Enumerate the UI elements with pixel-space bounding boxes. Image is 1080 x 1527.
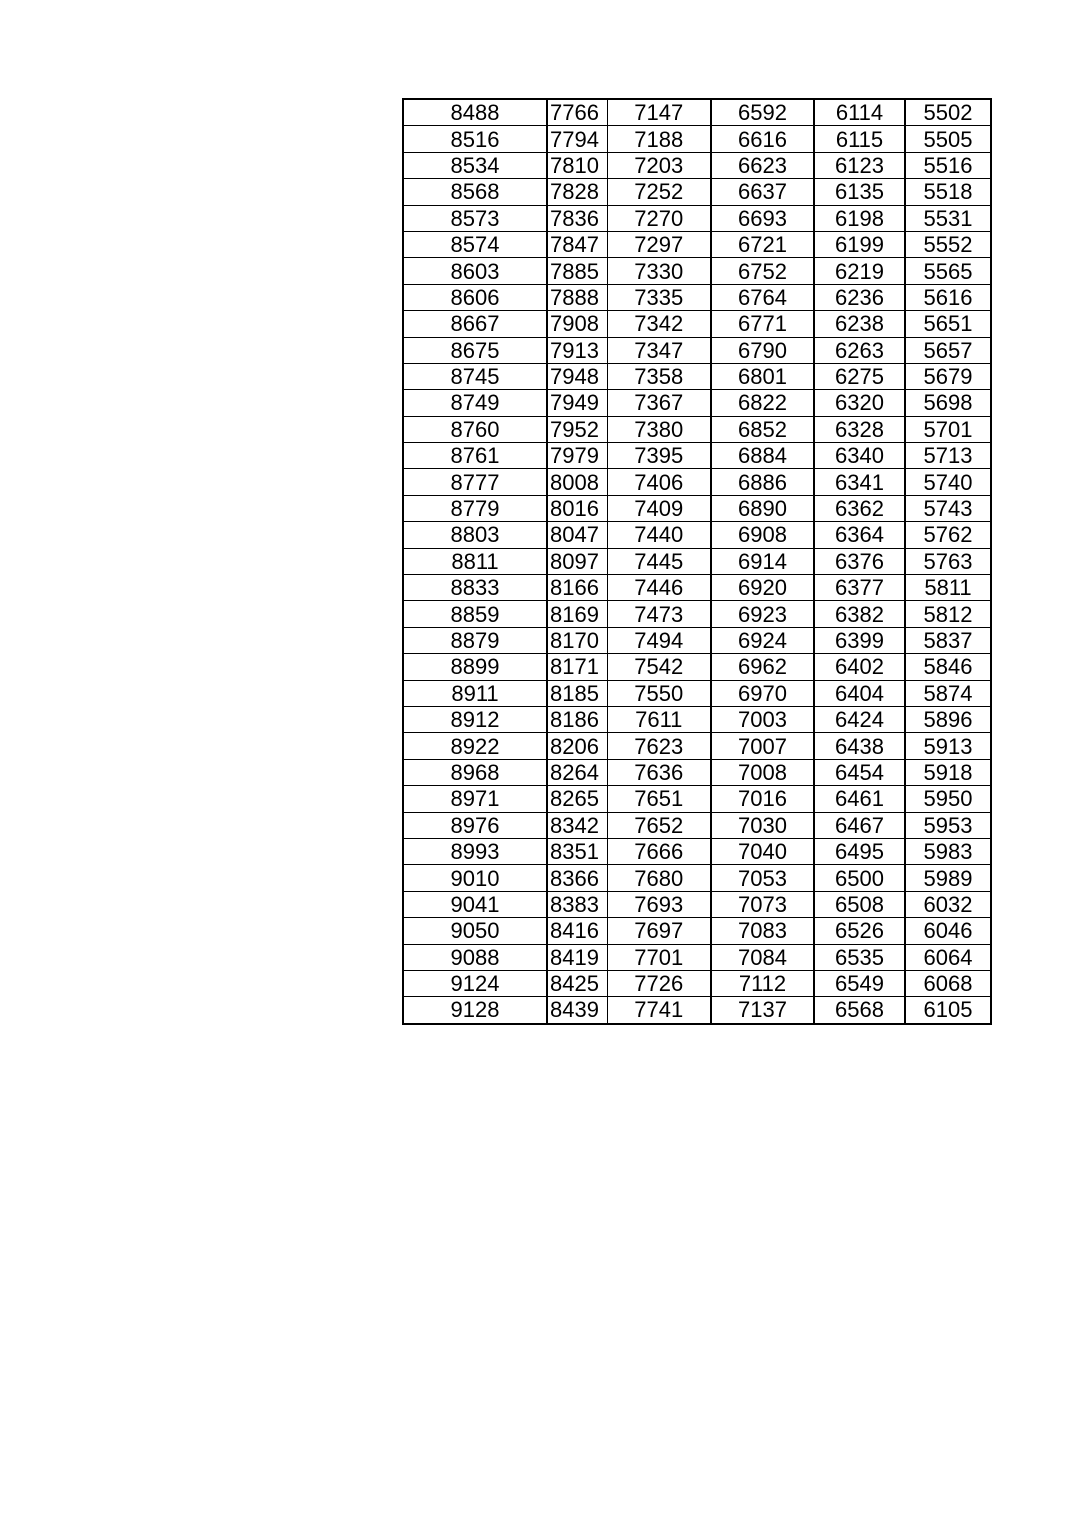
table-row <box>403 416 991 442</box>
table-cell: 8416 <box>547 918 607 944</box>
table-cell: 6404 <box>814 680 905 706</box>
table-cell: 7406 <box>607 469 711 495</box>
table-cell: 8779 <box>403 495 547 521</box>
table-cell: 8971 <box>403 786 547 812</box>
table-cell: 7409 <box>607 495 711 521</box>
table-cell: 6461 <box>814 786 905 812</box>
table-cell: 7913 <box>547 337 607 363</box>
table-row <box>403 838 991 864</box>
table-cell: 8383 <box>547 891 607 917</box>
table-cell: 7367 <box>607 390 711 416</box>
table-cell: 5701 <box>905 416 991 442</box>
table-cell: 6535 <box>814 944 905 970</box>
table-cell: 8047 <box>547 522 607 548</box>
table-cell: 7446 <box>607 575 711 601</box>
table-cell: 6068 <box>905 970 991 996</box>
table-cell: 8169 <box>547 601 607 627</box>
table-cell: 8097 <box>547 548 607 574</box>
table-cell: 8976 <box>403 812 547 838</box>
table-cell: 8439 <box>547 997 607 1024</box>
table-cell: 8859 <box>403 601 547 627</box>
table-cell: 7083 <box>711 918 814 944</box>
table-cell: 7112 <box>711 970 814 996</box>
table-cell: 6886 <box>711 469 814 495</box>
table-cell: 8008 <box>547 469 607 495</box>
table-row <box>403 786 991 812</box>
table-cell: 5565 <box>905 258 991 284</box>
table-cell: 8425 <box>547 970 607 996</box>
table-row <box>403 443 991 469</box>
table-row <box>403 258 991 284</box>
table-cell: 6890 <box>711 495 814 521</box>
table-cell: 6236 <box>814 284 905 310</box>
table-cell: 6341 <box>814 469 905 495</box>
table-cell: 8185 <box>547 680 607 706</box>
table-cell: 7828 <box>547 179 607 205</box>
table-cell: 6362 <box>814 495 905 521</box>
table-row <box>403 126 991 152</box>
table-cell: 6962 <box>711 654 814 680</box>
table-cell: 7053 <box>711 865 814 891</box>
table-cell: 6616 <box>711 126 814 152</box>
table-cell: 8574 <box>403 231 547 257</box>
table-cell: 7680 <box>607 865 711 891</box>
table-row <box>403 627 991 653</box>
table-cell: 5953 <box>905 812 991 838</box>
table-row <box>403 548 991 574</box>
table-cell: 5874 <box>905 680 991 706</box>
table-cell: 6115 <box>814 126 905 152</box>
table-cell: 6790 <box>711 337 814 363</box>
table-cell: 6382 <box>814 601 905 627</box>
table-cell: 7636 <box>607 759 711 785</box>
table-cell: 5502 <box>905 99 991 126</box>
table-cell: 5740 <box>905 469 991 495</box>
table-cell: 6046 <box>905 918 991 944</box>
table-cell: 7003 <box>711 706 814 732</box>
table-cell: 8879 <box>403 627 547 653</box>
table-cell: 5516 <box>905 152 991 178</box>
table-row <box>403 733 991 759</box>
table-cell: 6454 <box>814 759 905 785</box>
table-row <box>403 205 991 231</box>
table-cell: 8899 <box>403 654 547 680</box>
table-cell: 6198 <box>814 205 905 231</box>
table-cell: 9124 <box>403 970 547 996</box>
table-cell: 7550 <box>607 680 711 706</box>
table-row <box>403 284 991 310</box>
table-cell: 7440 <box>607 522 711 548</box>
table-cell: 7885 <box>547 258 607 284</box>
table-cell: 8968 <box>403 759 547 785</box>
table-row <box>403 363 991 389</box>
table-cell: 7147 <box>607 99 711 126</box>
table-row <box>403 970 991 996</box>
table-cell: 7952 <box>547 416 607 442</box>
table-cell: 7701 <box>607 944 711 970</box>
table-cell: 7766 <box>547 99 607 126</box>
table-cell: 9088 <box>403 944 547 970</box>
table-cell: 6438 <box>814 733 905 759</box>
table-row <box>403 680 991 706</box>
table-cell: 5743 <box>905 495 991 521</box>
table-cell: 8745 <box>403 363 547 389</box>
table-cell: 7726 <box>607 970 711 996</box>
table-cell: 5762 <box>905 522 991 548</box>
table-cell: 6340 <box>814 443 905 469</box>
table-row <box>403 495 991 521</box>
table-cell: 5552 <box>905 231 991 257</box>
table-cell: 6771 <box>711 311 814 337</box>
table-cell: 8573 <box>403 205 547 231</box>
table-cell: 7030 <box>711 812 814 838</box>
table-cell: 5713 <box>905 443 991 469</box>
table-row <box>403 812 991 838</box>
table-cell: 6752 <box>711 258 814 284</box>
table-cell: 6508 <box>814 891 905 917</box>
table-cell: 6852 <box>711 416 814 442</box>
table-cell: 6801 <box>711 363 814 389</box>
table-cell: 5657 <box>905 337 991 363</box>
table-cell: 7651 <box>607 786 711 812</box>
table-cell: 5616 <box>905 284 991 310</box>
table-cell: 8265 <box>547 786 607 812</box>
table-cell: 6923 <box>711 601 814 627</box>
table-cell: 8568 <box>403 179 547 205</box>
table-cell: 6424 <box>814 706 905 732</box>
table-cell: 6123 <box>814 152 905 178</box>
table-cell: 7008 <box>711 759 814 785</box>
table-row <box>403 918 991 944</box>
table-cell: 5846 <box>905 654 991 680</box>
table-cell: 6032 <box>905 891 991 917</box>
table-cell: 7666 <box>607 838 711 864</box>
table-row <box>403 944 991 970</box>
table-cell: 6764 <box>711 284 814 310</box>
table-cell: 6721 <box>711 231 814 257</box>
table-cell: 6623 <box>711 152 814 178</box>
table-cell: 8351 <box>547 838 607 864</box>
table-cell: 8675 <box>403 337 547 363</box>
table-cell: 6364 <box>814 522 905 548</box>
table-cell: 9010 <box>403 865 547 891</box>
table-cell: 8922 <box>403 733 547 759</box>
table-cell: 6275 <box>814 363 905 389</box>
table-row <box>403 575 991 601</box>
table-cell: 6399 <box>814 627 905 653</box>
table-cell: 7335 <box>607 284 711 310</box>
table-cell: 6693 <box>711 205 814 231</box>
table-cell: 7623 <box>607 733 711 759</box>
table-cell: 7888 <box>547 284 607 310</box>
table-cell: 5531 <box>905 205 991 231</box>
table-cell: 7948 <box>547 363 607 389</box>
table-cell: 7297 <box>607 231 711 257</box>
table-cell: 8761 <box>403 443 547 469</box>
table-cell: 7084 <box>711 944 814 970</box>
table-cell: 8912 <box>403 706 547 732</box>
table-cell: 5918 <box>905 759 991 785</box>
table-cell: 7395 <box>607 443 711 469</box>
table-row <box>403 311 991 337</box>
table-row <box>403 865 991 891</box>
table-cell: 6549 <box>814 970 905 996</box>
table-cell: 6263 <box>814 337 905 363</box>
table-cell: 7979 <box>547 443 607 469</box>
table-cell: 6592 <box>711 99 814 126</box>
table-cell: 6402 <box>814 654 905 680</box>
table-cell: 7445 <box>607 548 711 574</box>
table-cell: 7342 <box>607 311 711 337</box>
table-cell: 7494 <box>607 627 711 653</box>
table-row <box>403 759 991 785</box>
table-cell: 7203 <box>607 152 711 178</box>
table-cell: 7073 <box>711 891 814 917</box>
table-cell: 8603 <box>403 258 547 284</box>
table-row <box>403 522 991 548</box>
table-row <box>403 654 991 680</box>
table-row <box>403 179 991 205</box>
table-cell: 5812 <box>905 601 991 627</box>
table-cell: 7652 <box>607 812 711 838</box>
table-cell: 7836 <box>547 205 607 231</box>
table-cell: 6105 <box>923 997 973 1023</box>
table-cell: 6822 <box>711 390 814 416</box>
table-cell: 6500 <box>814 865 905 891</box>
table-cell: 8419 <box>547 944 607 970</box>
table-cell: 6238 <box>814 311 905 337</box>
table-cell: 8534 <box>403 152 547 178</box>
table-cell: 5518 <box>905 179 991 205</box>
table-cell: 9050 <box>403 918 547 944</box>
table-cell: 6495 <box>814 838 905 864</box>
table-row <box>403 152 991 178</box>
table-cell: 8342 <box>547 812 607 838</box>
table-cell: 8911 <box>403 680 547 706</box>
table-cell: 7252 <box>607 179 711 205</box>
table-cell: 6376 <box>814 548 905 574</box>
table-cell: 7380 <box>607 416 711 442</box>
table-cell: 6219 <box>814 258 905 284</box>
table-cell: 6924 <box>711 627 814 653</box>
table-row <box>403 601 991 627</box>
table-cell: 8993 <box>403 838 547 864</box>
table-cell: 8488 <box>403 99 547 126</box>
table-cell: 6970 <box>711 680 814 706</box>
table-cell: 7741 <box>607 997 711 1024</box>
table-cell: 5505 <box>905 126 991 152</box>
table-cell: 7611 <box>607 706 711 732</box>
table-cell: 5913 <box>905 733 991 759</box>
table-cell: 6114 <box>814 99 905 126</box>
table-cell: 8606 <box>403 284 547 310</box>
table-cell: 7473 <box>607 601 711 627</box>
table-cell: 7347 <box>607 337 711 363</box>
table-row <box>403 231 991 257</box>
table-cell: 7542 <box>607 654 711 680</box>
table-cell: 6328 <box>814 416 905 442</box>
table-row <box>403 390 991 416</box>
table-cell: 9041 <box>403 891 547 917</box>
table-cell: 6884 <box>711 443 814 469</box>
number-table <box>402 98 992 1025</box>
table-cell: 5679 <box>905 363 991 389</box>
table-cell: 8366 <box>547 865 607 891</box>
table-cell: 6467 <box>814 812 905 838</box>
table-cell: 8264 <box>547 759 607 785</box>
table-cell: 7040 <box>711 838 814 864</box>
table-cell: 7697 <box>607 918 711 944</box>
table-cell: 7693 <box>607 891 711 917</box>
table-cell: 8667 <box>403 311 547 337</box>
table-cell: 5651 <box>905 311 991 337</box>
table-cell: 8186 <box>547 706 607 732</box>
table-cell: 6914 <box>711 548 814 574</box>
table-cell: 8170 <box>547 627 607 653</box>
table-cell: 5950 <box>905 786 991 812</box>
table-cell: 6637 <box>711 179 814 205</box>
table-cell: 7016 <box>711 786 814 812</box>
table-cell: 7137 <box>711 997 814 1024</box>
table-cell: 8833 <box>403 575 547 601</box>
table-cell: 7949 <box>547 390 607 416</box>
table-cell: 7358 <box>607 363 711 389</box>
table-cell: 6199 <box>814 231 905 257</box>
table-row <box>403 997 991 1024</box>
table-cell: 5896 <box>905 706 991 732</box>
table-cell: 9128 <box>403 997 547 1024</box>
table-cell: 7794 <box>547 126 607 152</box>
table-cell: 6064 <box>905 944 991 970</box>
table-cell: 7270 <box>607 205 711 231</box>
table-cell: 6908 <box>711 522 814 548</box>
table-cell: 5698 <box>905 390 991 416</box>
table-cell: 8016 <box>547 495 607 521</box>
table-cell: 8760 <box>403 416 547 442</box>
table-cell: 8811 <box>403 548 547 574</box>
table-cell: 7810 <box>547 152 607 178</box>
table-row <box>403 99 991 126</box>
table-cell: 6320 <box>814 390 905 416</box>
table-cell: 5983 <box>905 838 991 864</box>
table-cell: 8171 <box>547 654 607 680</box>
table-cell: 7188 <box>607 126 711 152</box>
table-cell: 8166 <box>547 575 607 601</box>
table-cell: 6526 <box>814 918 905 944</box>
table-cell: 7847 <box>547 231 607 257</box>
table-cell: 6135 <box>814 179 905 205</box>
table-cell: 7330 <box>607 258 711 284</box>
table-row <box>403 337 991 363</box>
table-cell: 6568 <box>814 997 905 1024</box>
table-cell: 5837 <box>905 627 991 653</box>
table-cell: 5811 <box>905 575 991 601</box>
table-cell: 8749 <box>403 390 547 416</box>
table-cell: 8803 <box>403 522 547 548</box>
table-cell: 8516 <box>403 126 547 152</box>
table-cell: 7908 <box>547 311 607 337</box>
table-cell: 7007 <box>711 733 814 759</box>
table-body <box>403 99 991 1024</box>
table-row <box>403 891 991 917</box>
table-row <box>403 706 991 732</box>
table-cell: 8206 <box>547 733 607 759</box>
table-row <box>403 469 991 495</box>
table-cell: 8777 <box>403 469 547 495</box>
table-cell: 5989 <box>905 865 991 891</box>
table-cell: 5763 <box>905 548 991 574</box>
table-cell: 6377 <box>814 575 905 601</box>
table-cell: 6920 <box>711 575 814 601</box>
